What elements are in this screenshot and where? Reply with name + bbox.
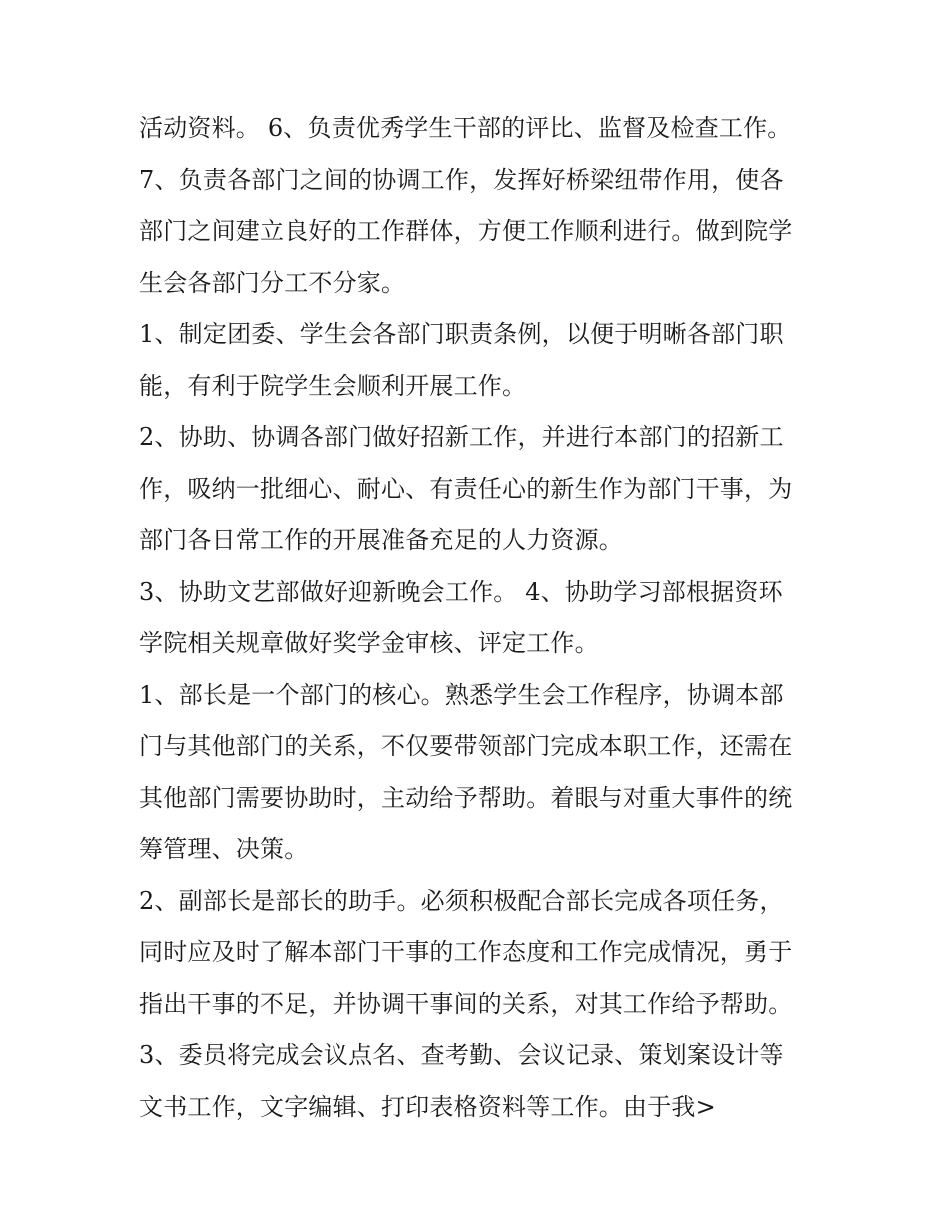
text-line: 1、部长是一个部门的核心。熟悉学生会工作程序，协调本部 — [139, 680, 784, 709]
text-line: 部门之间建立良好的工作群体，方便工作顺利进行。做到院学 — [139, 217, 793, 245]
text-line: 2、副部长是部长的助手。必须积极配合部长完成各项任务， — [139, 886, 784, 915]
text-line: 能，有利于院学生会顺利开展工作。 — [139, 371, 527, 400]
text-line: 7、负责各部门之间的协调工作，发挥好桥梁纽带作用，使各 — [139, 165, 784, 194]
text-line: 生会各部门分工不分家。 — [139, 268, 406, 297]
text-line: 3、委员将完成会议点名、查考勤、会议记录、策划案设计等 — [139, 1041, 784, 1069]
text-line: 作，吸纳一批细心、耐心、有责任心的新生作为部门干事，为 — [139, 474, 793, 503]
document-body — [139, 103, 829, 1133]
text-line: 门与其他部门的关系，不仅要带领部门完成本职工作，还需在 — [139, 732, 793, 760]
text-line: 1、制定团委、学生会各部门职责条例，以便于明晰各部门职 — [139, 320, 784, 348]
text-line: 学院相关规章做好奖学金审核、评定工作。 — [139, 629, 599, 657]
text-line: 2、协助、协调各部门做好招新工作，并进行本部门的招新工 — [139, 423, 784, 451]
text-line: 筹管理、决策。 — [139, 835, 309, 863]
text-line: 同时应及时了解本部门干事的工作态度和工作完成情况，勇于 — [139, 938, 793, 966]
text-line: 部门各日常工作的开展准备充足的人力资源。 — [139, 526, 623, 554]
text-line: 其他部门需要协助时，主动给予帮助。着眼与对重大事件的统 — [139, 783, 793, 812]
text-line: 文书工作，文字编辑、打印表格资料等工作。由于我> — [139, 1092, 716, 1121]
text-line: 3、协助文艺部做好迎新晚会工作。 4、协助学习部根据资环 — [139, 577, 783, 606]
text-line: 活动资料。 6、负责优秀学生干部的评比、监督及检查工作。 — [139, 114, 792, 142]
text-line: 指出干事的不足，并协调干事间的关系，对其工作给予帮助。 — [139, 989, 793, 1018]
